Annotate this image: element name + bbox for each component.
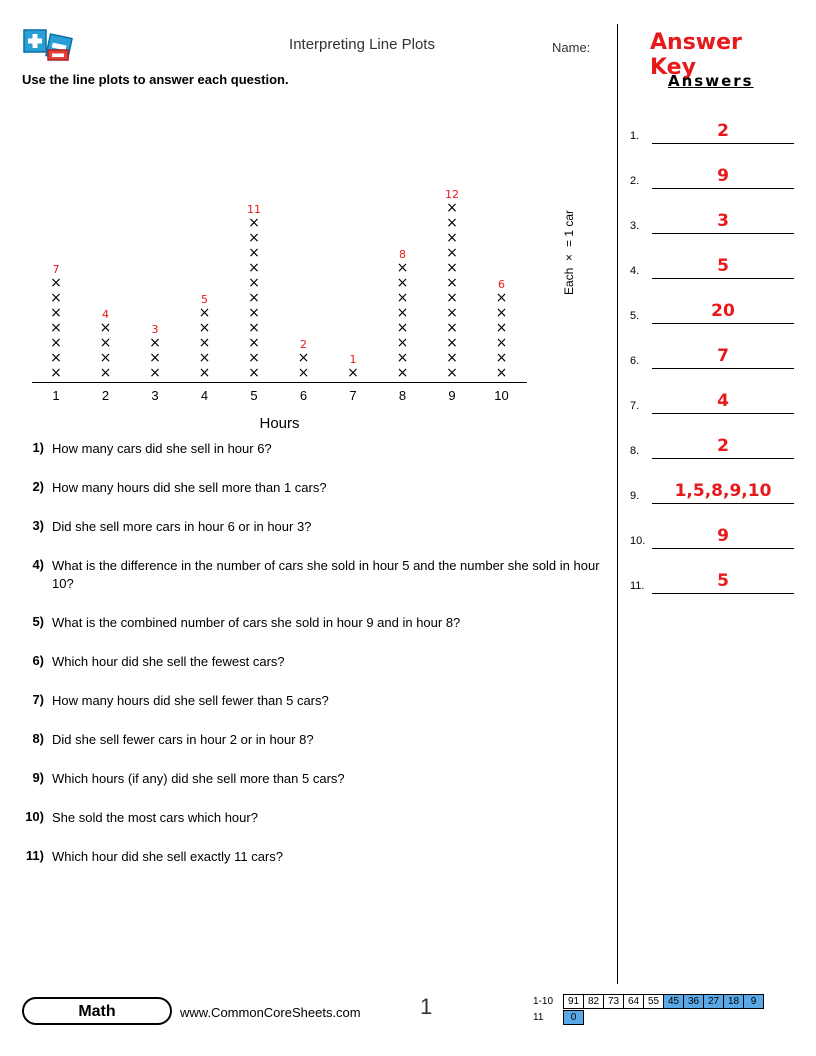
plot-x-mark: × (198, 350, 211, 366)
answer-key-badge: Answer Key (650, 30, 742, 80)
plot-x-mark: × (396, 335, 409, 351)
plot-axis-title: Hours (259, 415, 300, 432)
answer-line (652, 368, 794, 369)
plot-axis-line (32, 382, 527, 383)
plot-x-mark: × (495, 305, 508, 321)
question-text: Did she sell fewer cars in hour 2 or in hour 8? (52, 732, 314, 747)
plot-column-count: 3 (151, 323, 159, 336)
plot-column-count: 1 (349, 353, 357, 366)
plot-x-mark: × (99, 320, 112, 336)
answer-line (652, 278, 794, 279)
plot-x-mark: × (396, 260, 409, 276)
answer-number: 4. (630, 265, 640, 277)
plot-column (137, 323, 173, 381)
plot-x-mark: × (446, 230, 458, 246)
plot-x-mark: × (50, 275, 62, 291)
plot-x-mark: × (495, 320, 508, 336)
plot-x-mark: × (446, 335, 458, 351)
plot-x-mark: × (446, 200, 458, 216)
plot-x-mark: × (149, 335, 161, 351)
question-item (22, 440, 614, 458)
plot-x-mark: × (248, 365, 260, 381)
answer-row (630, 284, 794, 324)
plot-x-label: 1 (52, 388, 60, 403)
answer-row (630, 239, 794, 279)
plot-x-label: 4 (200, 388, 209, 403)
question-text: What is the combined number of cars she sold in hour 9 and in hour 8? (52, 615, 461, 630)
answer-number: 2. (630, 175, 640, 187)
plot-x-mark: × (198, 335, 211, 351)
grading-scale (533, 994, 763, 1026)
plot-x-mark: × (495, 365, 508, 381)
plot-x-mark: × (248, 215, 260, 231)
plot-column-count: 5 (201, 293, 208, 306)
question-item (22, 809, 614, 827)
question-number: 6) (32, 653, 44, 668)
question-text: Which hour did she sell exactly 11 cars? (52, 849, 283, 864)
answer-number: 3. (630, 220, 640, 232)
plot-x-mark: × (248, 305, 260, 321)
plot-x-mark: × (149, 350, 161, 366)
grading-scale-row (533, 994, 763, 1009)
question-text: Did she sell more cars in hour 6 or in hour 3? (52, 519, 312, 534)
answer-line (652, 188, 794, 189)
plot-x-mark: × (495, 350, 508, 366)
answer-value: 20 (711, 301, 735, 321)
logo-icon (22, 28, 82, 68)
plot-x-mark: × (99, 335, 112, 351)
answer-row (630, 104, 794, 144)
question-text: She sold the most cars which hour? (52, 810, 258, 825)
question-number: 5) (32, 614, 44, 629)
question-text: Which hour did she sell the fewest cars? (52, 654, 285, 669)
plot-column (434, 188, 470, 381)
answer-row (630, 149, 794, 189)
plot-x-mark: × (50, 365, 62, 381)
question-item (22, 557, 614, 593)
answer-value: 5 (717, 256, 729, 276)
answer-row (630, 329, 794, 369)
plot-x-mark: × (50, 320, 62, 336)
answer-value: 2 (717, 121, 729, 141)
plot-x-mark: × (149, 365, 161, 381)
question-text: Which hours (if any) did she sell more than 5 cars? (52, 771, 345, 786)
grading-scale-cell: 9 (743, 994, 764, 1009)
plot-x-mark: × (396, 290, 409, 306)
grading-scale-cell: 45 (663, 994, 684, 1009)
answer-line (652, 503, 794, 504)
question-number: 8) (32, 731, 44, 746)
grading-scale-cell: 64 (623, 994, 644, 1009)
question-item (22, 692, 614, 710)
grading-scale-cell: 91 (563, 994, 584, 1009)
plot-column-count: 8 (399, 248, 406, 261)
plot-key-text: Each × = 1 car (562, 210, 576, 296)
plot-x-label: 5 (250, 388, 258, 403)
plot-x-mark: × (347, 365, 359, 381)
answer-value: 1,5,8,9,10 (674, 481, 772, 501)
answer-value: 4 (717, 391, 729, 411)
plot-x-mark: × (446, 350, 458, 366)
answer-number: 8. (630, 445, 640, 457)
line-plot (22, 110, 602, 440)
answer-number: 7. (630, 400, 640, 412)
grading-scale-cell: 82 (583, 994, 604, 1009)
plot-x-mark: × (446, 365, 458, 381)
answer-value: 3 (717, 211, 729, 231)
name-label: Name: (552, 40, 591, 55)
grading-scale-cell: 27 (703, 994, 724, 1009)
plot-column-count: 2 (300, 338, 307, 351)
answer-line (652, 593, 794, 594)
question-number: 10) (25, 809, 44, 824)
plot-x-mark: × (198, 305, 211, 321)
plot-x-mark: × (50, 350, 62, 366)
plot-x-mark: × (198, 320, 211, 336)
answer-line (652, 233, 794, 234)
plot-x-mark: × (248, 260, 260, 276)
answer-row (630, 509, 794, 549)
plot-x-mark: × (248, 290, 260, 306)
plot-x-mark: × (446, 260, 458, 276)
plot-x-mark: × (99, 350, 112, 366)
plot-x-mark: × (248, 245, 260, 261)
plot-column (286, 338, 322, 381)
plot-x-mark: × (248, 335, 260, 351)
plot-x-label: 10 (494, 388, 509, 403)
answers-heading: Answers (668, 72, 754, 90)
plot-column-count: 4 (102, 308, 109, 321)
plot-x-mark: × (446, 320, 458, 336)
plot-x-mark: × (248, 320, 260, 336)
instructions-text: Use the line plots to answer each question. (22, 72, 289, 87)
question-number: 3) (32, 518, 44, 533)
question-number: 11) (25, 848, 44, 863)
plot-column-count: 11 (247, 203, 261, 216)
answer-number: 5. (630, 310, 640, 322)
question-number: 9) (32, 770, 44, 785)
plot-x-mark: × (495, 335, 508, 351)
plot-column (385, 248, 421, 381)
question-number: 4) (32, 557, 44, 572)
question-item (22, 518, 614, 536)
plot-x-mark: × (396, 320, 409, 336)
question-number: 7) (32, 692, 44, 707)
plot-x-label: 9 (448, 388, 456, 403)
question-number: 1) (32, 440, 44, 455)
plot-x-label: 7 (349, 388, 357, 403)
grading-scale-cell: 18 (723, 994, 744, 1009)
question-item (22, 479, 614, 497)
answer-line (652, 548, 794, 549)
answer-number: 10. (630, 535, 646, 547)
answer-line (652, 458, 794, 459)
plot-x-mark: × (248, 275, 260, 291)
plot-column-count: 6 (498, 278, 505, 291)
question-number: 2) (32, 479, 44, 494)
site-url[interactable]: www.CommonCoreSheets.com (180, 1005, 361, 1020)
questions-list (22, 440, 614, 887)
plot-column (236, 203, 272, 381)
plot-x-mark: × (50, 290, 62, 306)
answer-row (630, 464, 794, 504)
answer-value: 7 (717, 346, 729, 366)
plot-x-mark: × (446, 215, 458, 231)
plot-x-mark: × (446, 245, 458, 261)
plot-x-mark: × (50, 335, 62, 351)
plot-x-mark: × (99, 365, 112, 381)
plot-x-mark: × (396, 365, 409, 381)
question-item (22, 848, 614, 866)
answer-number: 9. (630, 490, 640, 502)
plot-column (187, 293, 223, 381)
answer-number: 1. (630, 130, 640, 142)
question-item (22, 653, 614, 671)
brand-badge: Math (22, 997, 172, 1025)
plot-x-mark: × (248, 350, 260, 366)
grading-scale-cell: 36 (683, 994, 704, 1009)
answer-line (652, 323, 794, 324)
plot-x-mark: × (396, 350, 409, 366)
answer-value: 9 (717, 166, 729, 186)
answer-number: 6. (630, 355, 640, 367)
grading-scale-cell: 55 (643, 994, 664, 1009)
plot-x-mark: × (446, 275, 458, 291)
question-item (22, 731, 614, 749)
plot-x-mark: × (446, 305, 458, 321)
plot-column-count: 7 (52, 263, 60, 276)
answer-row (630, 374, 794, 414)
answer-line (652, 413, 794, 414)
grading-scale-row (533, 1010, 763, 1025)
grading-scale-cell: 0 (563, 1010, 584, 1025)
question-text: How many hours did she sell fewer than 5 cars? (52, 693, 329, 708)
grading-scale-cell: 73 (603, 994, 624, 1009)
plot-column (484, 278, 520, 381)
plot-x-label: 3 (151, 388, 159, 403)
page-title: Interpreting Line Plots (289, 36, 435, 53)
plot-x-mark: × (248, 230, 260, 246)
answer-line (652, 143, 794, 144)
plot-x-mark: × (396, 305, 409, 321)
plot-x-mark: × (495, 290, 508, 306)
question-item (22, 614, 614, 632)
grading-scale-label: 1-10 (533, 996, 554, 1007)
plot-column (88, 308, 124, 381)
answer-value: 5 (717, 571, 729, 591)
plot-x-mark: × (198, 365, 211, 381)
vertical-divider (617, 24, 618, 984)
question-text: How many hours did she sell more than 1 cars? (52, 480, 327, 495)
answer-value: 2 (717, 436, 729, 456)
answer-number: 11. (630, 580, 645, 592)
plot-column (335, 353, 371, 381)
plot-x-mark: × (297, 350, 310, 366)
answer-row (630, 194, 794, 234)
plot-x-mark: × (446, 290, 458, 306)
plot-x-mark: × (396, 275, 409, 291)
plot-x-label: 6 (299, 388, 308, 403)
question-text: How many cars did she sell in hour 6? (52, 441, 272, 456)
plot-x-label: 2 (101, 388, 110, 403)
plot-column-count: 12 (445, 188, 459, 201)
answer-row (630, 419, 794, 459)
grading-scale-label: 11 (533, 1012, 544, 1023)
question-item (22, 770, 614, 788)
plot-x-mark: × (50, 305, 62, 321)
question-text: What is the difference in the number of cars she sold in hour 5 and the number she sold in hour 10? (52, 558, 600, 591)
answer-value: 9 (717, 526, 729, 546)
plot-x-mark: × (297, 365, 310, 381)
plot-x-label: 8 (398, 388, 407, 403)
page-number: 1 (420, 994, 433, 1019)
answer-row (630, 554, 794, 594)
plot-column (38, 263, 74, 381)
